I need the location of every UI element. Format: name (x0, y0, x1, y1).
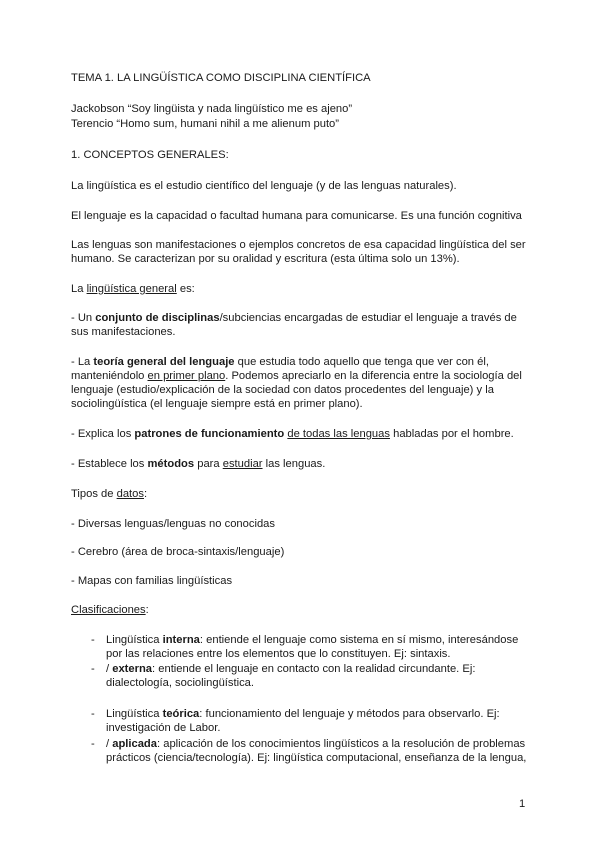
clasificacion-teorica-line2: investigación de Labor. (106, 722, 221, 734)
dato-lenguas: - Diversas lenguas/lenguas no conocidas (71, 518, 275, 530)
section-heading: 1. CONCEPTOS GENERALES: (71, 149, 229, 161)
paragraph-lenguas-line1: Las lenguas son manifestaciones o ejemplos concretos de esa capacidad lingüística del ser (71, 239, 526, 251)
linguistica-general-heading: La lingüística general es: (71, 283, 195, 295)
paragraph-linguistica: La lingüística es el estudio científico del lenguaje (y de las lenguas naturales). (71, 180, 457, 192)
clasificacion-interna-line2: por las relaciones entre los elementos que lo constituyen. Ej: sintaxis. (106, 648, 451, 660)
clasificacion-aplicada: / aplicada: aplicación de los conocimientos lingüísticos a la resolución de problemas (106, 738, 526, 750)
clasificacion-externa: / externa: entiende el lenguaje en contacto con la realidad circundante. Ej: (106, 663, 476, 675)
page-number: 1 (519, 798, 526, 810)
paragraph-lenguaje: El lenguaje es la capacidad o facultad humana para comunicarse. Es una función cognitiva (71, 210, 522, 222)
list-dash: - (91, 708, 95, 720)
paragraph-lenguas-line2: humano. Se caracterizan por su oralidad y escritura (esta última solo un 13%). (71, 253, 460, 265)
clasificacion-interna: Lingüística interna: entiende el lenguaje como sistema en sí mismo, interesándose (106, 634, 519, 646)
bullet-teoria: - La teoría general del lenguaje que estudia todo aquello que tenga que ver con él, (71, 356, 489, 368)
list-dash: - (91, 738, 95, 750)
list-dash: - (91, 634, 95, 646)
bullet-disciplinas-line2: sus manifestaciones. (71, 326, 176, 338)
bullet-teoria-line4: sociolingüística (el lenguaje siempre está en primer plano). (71, 398, 363, 410)
clasificacion-teorica: Lingüística teórica: funcionamiento del lenguaje y métodos para observarlo. Ej: (106, 708, 500, 720)
bullet-metodos: - Establece los métodos para estudiar las lenguas. (71, 458, 326, 470)
document-title: TEMA 1. LA LINGÜÍSTICA COMO DISCIPLINA CIENTÍFICA (71, 72, 371, 84)
quote-terencio: Terencio “Homo sum, humani nihil a me alienum puto” (71, 118, 339, 130)
dato-mapas: - Mapas con familias lingüísticas (71, 575, 233, 587)
clasificaciones-heading: Clasificaciones: (71, 604, 149, 616)
list-dash: - (91, 663, 95, 675)
bullet-disciplinas: - Un conjunto de disciplinas/subciencias encargadas de estudiar el lenguaje a través de (71, 312, 517, 324)
quote-jakobson: Jackobson “Soy lingüista y nada lingüístico me es ajeno” (71, 103, 353, 115)
clasificacion-aplicada-line2: prácticos (ciencia/tecnología). Ej: lingüística computacional, enseñanza de la lengua, (106, 752, 527, 764)
bullet-teoria-line2: manteniéndolo en primer plano. Podemos apreciarlo en la diferencia entre la sociología del (71, 370, 522, 382)
dato-cerebro: - Cerebro (área de broca-sintaxis/lenguaje) (71, 546, 285, 558)
bullet-patrones: - Explica los patrones de funcionamiento de todas las lenguas habladas por el hombre. (71, 428, 514, 440)
bullet-teoria-line3: lenguaje (estudio/explicación de la sociedad con datos procedentes del lenguaje) y la (71, 384, 494, 396)
clasificacion-externa-line2: dialectología, sociolingüística. (106, 677, 255, 689)
tipos-datos-heading: Tipos de datos: (71, 488, 148, 500)
